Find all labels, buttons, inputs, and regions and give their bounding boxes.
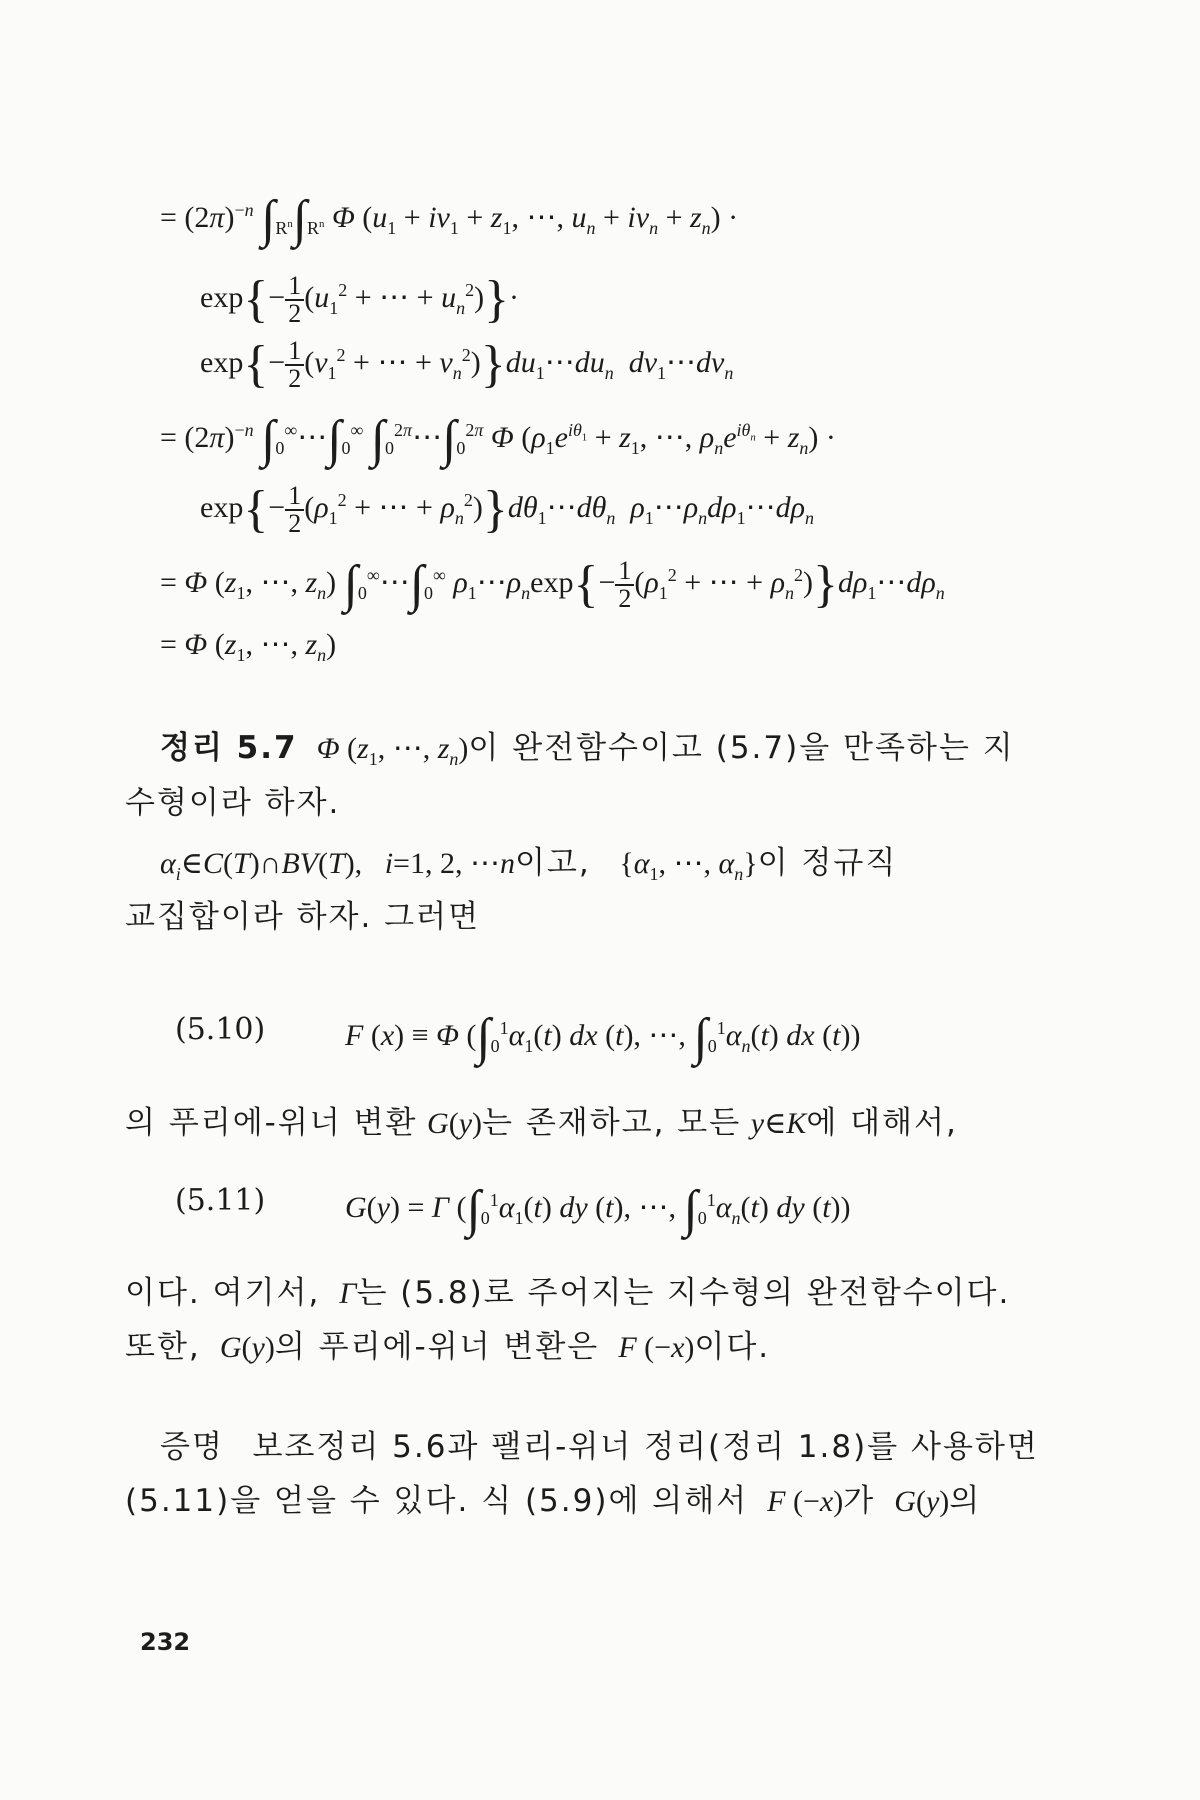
page-number: 232	[140, 1628, 191, 1656]
para1-text-a: 의 푸리에-위너 변환	[125, 1105, 418, 1141]
proof-label: 증명	[160, 1429, 224, 1465]
equation-5-10: F (x) ≡ Φ ($\int 0^1\alpha_1(t)$ dx (t), ⋯, $\int 0^1\alpha_n(t)$ dx (t))	[345, 1009, 861, 1067]
theorem-text-2: 수형이라 하자.	[125, 785, 341, 821]
theorem-line-4	[125, 897, 480, 937]
proof-text-d: 의	[949, 1483, 982, 1519]
derivation-line-3: exp{− $\frac{1}{2}$ ($v_1^2$ + ⋯ + $v_n^2)\}du_1\cdots du_n$ $dv_1\cdots dv_n$	[200, 336, 734, 394]
proof-line-2: (5.11)을 얻을 수 있다. 식 (5.9)에 의해서 F (−x)가 G(y)의	[125, 1483, 982, 1519]
derivation-line-1: = $(2\pi)^{-n}$ $\int R^n\int R^n$ Φ ($u_1 + iv_1 + z_1$, ⋯, $u_n + iv_n + z_n$) ·	[160, 191, 739, 249]
theorem-line-3: $\alpha_i\in C(T)\cap BV(T)$, i=1, 2, ⋯n이고, {$\alpha_1$, ⋯, $\alpha_n$}이 정규직	[160, 845, 898, 884]
theorem-text-4: 교집합이라 하자. 그러면	[125, 899, 481, 935]
para1-text-b: 는 존재하고, 모든	[482, 1105, 742, 1141]
equation-5-11: G(y) = Γ ($\int 0^1\alpha_1(t)$ dy (t), ⋯, $\int 0^1\alpha_n(t)$ dy (t))	[345, 1181, 851, 1239]
proof-text-a: 보조정리 5.6과 팰리-위너 정리(정리 1.8)를 사용하면	[252, 1429, 1039, 1465]
proof-text-c: 가	[843, 1483, 876, 1519]
derivation-line-2: exp{− $\frac{1}{2}$ ($u_1^2$ + ⋯ + $u_n^2)\}\cdot$	[200, 271, 520, 329]
equation-5-10-label: (5.10)	[175, 1012, 266, 1047]
theorem-text-1: 이 완전함수이고 (5.7)을 만족하는 지	[468, 730, 1015, 766]
theorem-text-3a: 이고,	[514, 845, 591, 881]
para2-text-d: 의 푸리에-위너 변환은	[274, 1329, 600, 1365]
theorem-line-1: 정리 5.7 Φ ($z_1$, ⋯, $z_n$)이 완전함수이고 (5.7)을 만족하는 지	[160, 730, 1015, 769]
paragraph-inverse-transform: 또한, G(y)의 푸리에-위너 변환은 F (−x)이다.	[125, 1329, 771, 1365]
proof-line-1	[160, 1427, 1039, 1468]
theorem-label: 정리 5.7	[160, 730, 298, 766]
proof-text-b: (5.11)을 얻을 수 있다. 식 (5.9)에 의해서	[125, 1483, 749, 1519]
para2-text-e: 이다.	[694, 1329, 771, 1365]
paragraph-fourier-wiener: 의 푸리에-위너 변환 G(y)는 존재하고, 모든 y∈K에 대해서,	[125, 1105, 958, 1141]
para1-text-c: 에 대해서,	[806, 1105, 958, 1141]
para2-text-b: 는 (5.8)로 주어지는 지수형의 완전함수이다.	[356, 1275, 1011, 1311]
equation-5-11-label: (5.11)	[175, 1183, 266, 1218]
derivation-line-4: = $(2\pi)^{-n}$ ∫0∞⋯∫0∞ $\int 0^{2\pi}\cdots\int 0^{2\pi}$ Φ ($\rho_1e^{i\theta_1} + z_1$, ⋯, $\rho_ne^{i\theta_n} + z_n$) ·	[160, 411, 836, 469]
para2-text-a: 이다. 여기서,	[125, 1275, 321, 1311]
theorem-text-3b: 이 정규직	[757, 845, 898, 881]
derivation-line-6: = Φ ($z_1$, ⋯, $z_n$) ∫0∞⋯∫0∞ $\rho_1\cdots\rho_n\exp\{-$ $\frac{1}{2}$ ($\rho_1^2$ + ⋯ + $\rho_n^2)\}d\rho_1\cdots d\rho_n$	[160, 556, 945, 614]
derivation-line-7: = Φ ($z_1$, ⋯, $z_n$)	[160, 628, 337, 665]
paragraph-entire-function: 이다. 여기서, Γ는 (5.8)로 주어지는 지수형의 완전함수이다.	[125, 1275, 1011, 1311]
derivation-line-5: exp{− $\frac{1}{2}$ ($\rho_1^2$ + ⋯ + $\rho_n^2)\}d\theta_1\cdots d\theta_n$ $\rho_1\cdots\rho_nd\rho_1\cdots d\rho_n$	[200, 481, 814, 539]
theorem-line-2	[125, 783, 340, 823]
para2-text-c: 또한,	[125, 1329, 201, 1365]
